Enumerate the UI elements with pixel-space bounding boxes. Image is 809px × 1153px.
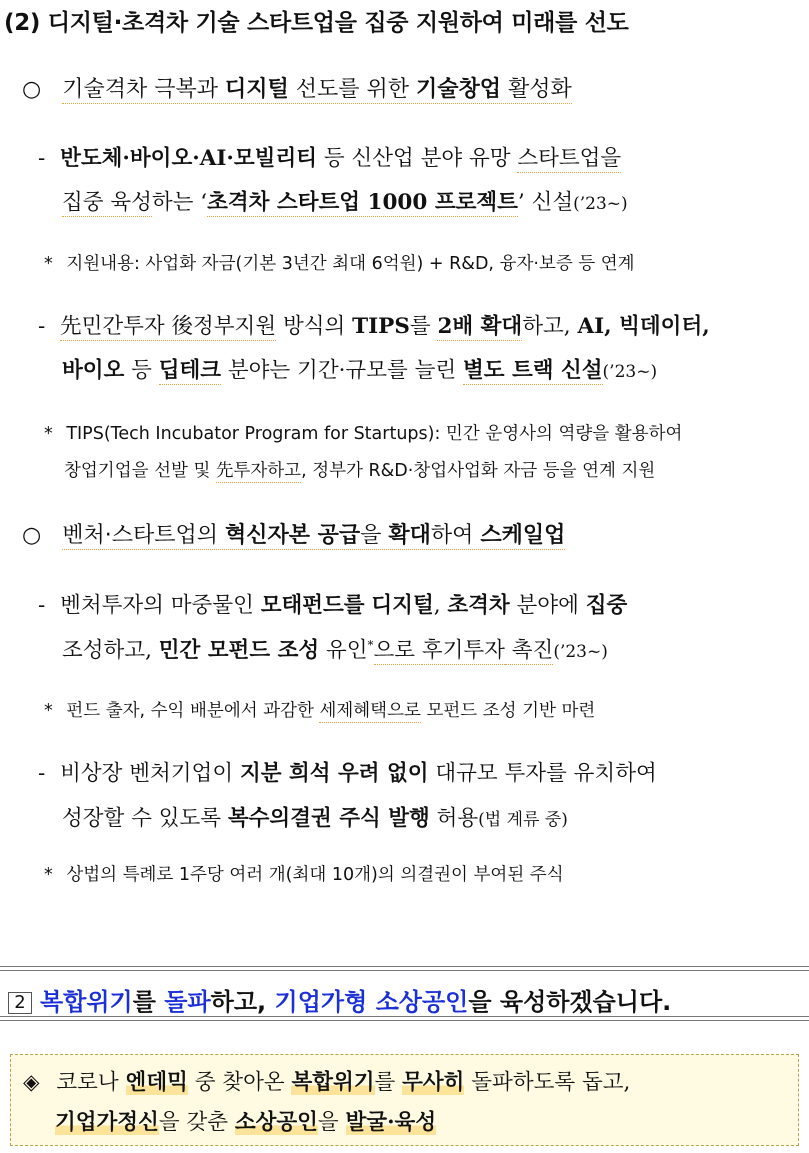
footnote: * 지원내용: 사업화 자금(기본 3년간 최대 6억원) + R&D, 융자·보증 등 연계: [44, 254, 635, 274]
summary-box: [10, 1054, 799, 1146]
item-line: 바이오 등 딥테크 분야는 기간·규모를 늘린 별도 트랙 신설(’23~): [62, 358, 658, 383]
footnote: 창업기업을 선발 및 先투자하고, 정부가 R&D·창업사업화 자금 등을 연계 지원: [64, 461, 656, 481]
divider: [0, 966, 809, 967]
divider: [0, 1016, 809, 1017]
divider: [0, 1020, 809, 1021]
item-line: 성장할 수 있도록 복수의결권 주식 발행 허용(법 계류 중): [62, 806, 568, 831]
subsection-title: 기술격차 극복과 디지털 선도를 위한 기술창업 활성화: [62, 77, 572, 102]
footnote: * 펀드 출자, 수익 배분에서 과감한 세제혜택으로 모펀드 조성 기반 마련: [44, 701, 596, 721]
section-number: 2: [8, 992, 32, 1014]
item-line: - 벤처투자의 마중물인 모태펀드를 디지털, 초격차 분야에 집중: [38, 593, 628, 618]
summary-line: 기업가정신을 갖춘 소상공인을 발굴·육성: [55, 1110, 437, 1135]
item-line: - 先민간투자 後정부지원 방식의 TIPS를 2배 확대하고, AI, 빅데이터,: [38, 314, 710, 339]
subsection-heading: [22, 72, 572, 103]
summary-line: ◈ 코로나 엔데믹 중 찾아온 복합위기를 무사히 돌파하도록 돕고,: [23, 1070, 631, 1095]
circle-bullet: ○: [22, 77, 42, 102]
item-line: 집중 육성하는 ‘초격차 스타트업 1000 프로젝트’ 신설(’23~): [62, 190, 628, 215]
subsection-title: 벤처·스타트업의 혁신자본 공급을 확대하여 스케일업: [62, 523, 566, 548]
subsection-heading: [22, 518, 565, 549]
section-title: 2 복합위기를 돌파하고, 기업가형 소상공인을 육성하겠습니다.: [8, 982, 671, 1017]
item-line: - 반도체·바이오·AI·모빌리티 등 신산업 분야 유망 스타트업을: [38, 146, 622, 171]
item-line: - 비상장 벤처기업이 지분 희석 우려 없이 대규모 투자를 유치하여: [38, 761, 657, 786]
section-header: (2) 디지털·초격차 기술 스타트업을 집중 지원하여 미래를 선도: [4, 10, 629, 36]
diamond-icon: ◈: [23, 1070, 40, 1095]
divider: [0, 970, 809, 971]
item-line: 조성하고, 민간 모펀드 조성 유인*으로 후기투자 촉진(’23~): [62, 637, 608, 663]
footnote: * TIPS(Tech Incubator Program for Startups): 민간 운영사의 역량을 활용하여: [44, 424, 683, 444]
footnote: * 상법의 특례로 1주당 여러 개(최대 10개)의 의결권이 부여된 주식: [44, 865, 564, 885]
circle-bullet: ○: [22, 523, 42, 548]
